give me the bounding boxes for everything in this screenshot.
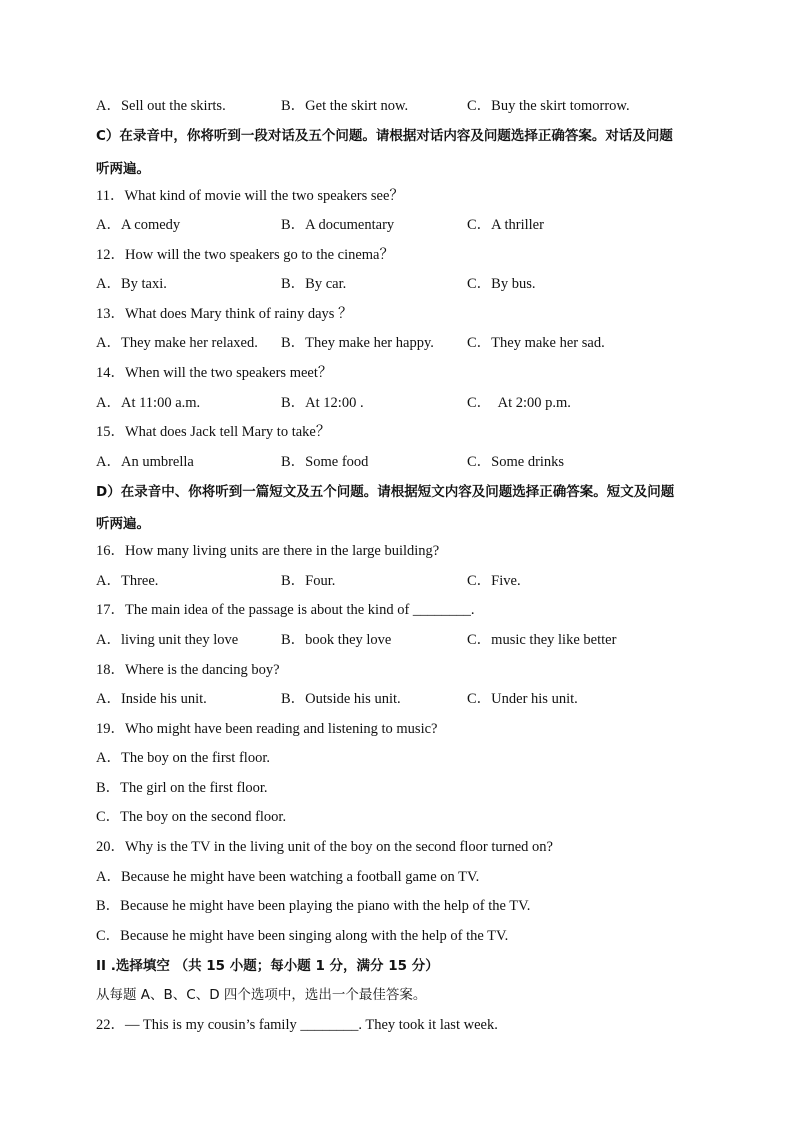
q14-option-c: C． At 2:00 p.m. <box>467 395 571 411</box>
section-d-instruction-cont: 听两遍。 <box>96 516 150 532</box>
q13-question: 13．What does Mary think of rainy days ？ <box>96 306 353 322</box>
q11-option-c: C．A thriller <box>467 217 544 233</box>
q20-option-c: C．Because he might have been singing along with the help of the TV. <box>96 928 509 944</box>
q15-option-c: C．Some drinks <box>467 454 565 470</box>
q19-option-c: C．The boy on the second floor. <box>96 809 287 825</box>
section-c-instruction-cont: 听两遍。 <box>96 161 150 177</box>
q10-options <box>96 97 716 115</box>
q16-option-c: C．Five. <box>467 573 521 589</box>
q18-options <box>96 690 716 708</box>
q13-option-b: B．They make her happy. <box>281 335 434 351</box>
q17-options <box>96 631 716 649</box>
q19-option-a: A．The boy on the first floor. <box>96 750 270 766</box>
q16-option-b: B．Four. <box>281 573 336 589</box>
q16-question: 16．How many living units are there in the large building? <box>96 543 440 559</box>
q11-question: 11．What kind of movie will the two speakers see？ <box>96 188 404 204</box>
q14-option-b: B．At 12:00 . <box>281 395 364 411</box>
q19-option-b: B．The girl on the first floor. <box>96 780 268 796</box>
q18-option-b: B．Outside his unit. <box>281 691 401 707</box>
q19-question: 19．Who might have been reading and listening to music? <box>96 721 438 737</box>
q20-option-a: A．Because he might have been watching a football game on TV. <box>96 869 480 885</box>
q14-option-a: A．At 11:00 a.m. <box>96 395 201 411</box>
q11-option-a: A．A comedy <box>96 217 181 233</box>
q12-options <box>96 275 716 293</box>
q18-question: 18．Where is the dancing boy? <box>96 662 280 678</box>
q13-option-c: C．They make her sad. <box>467 335 605 351</box>
q14-options <box>96 394 716 412</box>
q14-question: 14．When will the two speakers meet？ <box>96 365 333 381</box>
q11-option-b: B．A documentary <box>281 217 395 233</box>
q17-option-c: C．music they like better <box>467 632 617 648</box>
section-c-instruction: C）在录音中，你将听到一段对话及五个问题。请根据对话内容及问题选择正确答案。对话及问题 <box>96 128 673 144</box>
q17-option-b: B．book they love <box>281 632 392 648</box>
q13-option-a: A．They make her relaxed. <box>96 335 258 351</box>
q18-option-c: C．Under his unit. <box>467 691 578 707</box>
section-ii-instruction: 从每题 A、B、C、D 四个选项中，选出一个最佳答案。 <box>96 987 427 1003</box>
q15-options <box>96 453 716 471</box>
q20-option-b: B．Because he might have been playing the piano with the help of the TV. <box>96 898 531 914</box>
q12-option-a: A．By taxi. <box>96 276 167 292</box>
q10-option-a: A．Sell out the skirts. <box>96 98 226 114</box>
q18-option-a: A．Inside his unit. <box>96 691 207 707</box>
q15-option-a: A．An umbrella <box>96 454 194 470</box>
q12-option-c: C．By bus. <box>467 276 536 292</box>
q10-option-b: B．Get the skirt now. <box>281 98 409 114</box>
section-ii-title: II .选择填空 （共 15 小题；每小题 1 分，满分 15 分） <box>96 958 439 974</box>
q12-option-b: B．By car. <box>281 276 347 292</box>
q13-options <box>96 334 716 352</box>
q17-option-a: A．living unit they love <box>96 632 239 648</box>
q22-question: 22．— This is my cousin’s family ________. They took it last week. <box>96 1017 498 1033</box>
q11-options <box>96 216 716 234</box>
q12-question: 12．How will the two speakers go to the cinema？ <box>96 247 394 263</box>
q16-option-a: A．Three. <box>96 573 159 589</box>
q20-question: 20．Why is the TV in the living unit of the boy on the second floor turned on? <box>96 839 553 855</box>
q17-question: 17．The main idea of the passage is about the kind of ________. <box>96 602 475 618</box>
q16-options <box>96 572 716 590</box>
q15-question: 15．What does Jack tell Mary to take？ <box>96 424 331 440</box>
section-d-instruction: D）在录音中、你将听到一篇短文及五个问题。请根据短文内容及问题选择正确答案。短文及问题 <box>96 484 675 500</box>
q15-option-b: B．Some food <box>281 454 369 470</box>
q10-option-c: C．Buy the skirt tomorrow. <box>467 98 630 114</box>
